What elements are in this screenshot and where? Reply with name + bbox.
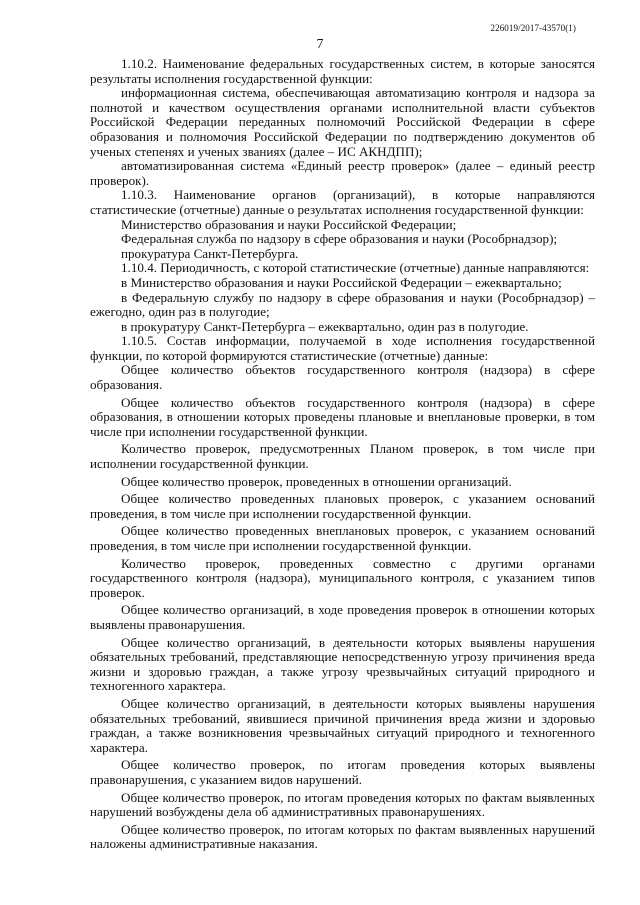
document-body xyxy=(90,57,595,852)
paragraph: Общее количество организаций, в деятельности которых выявлены нарушения обязательных требований, явившиеся причиной причинения вреда жизни и здоровью граждан, а также возникновения чрезвычайных ситуаций природного и техногенного характера. xyxy=(90,695,595,755)
paragraph: Количество проверок, проведенных совместно с другими органами государственного контроля (надзора), муниципального контроля, с указанием типов проверок. xyxy=(90,555,595,600)
document-id: 226019/2017-43570(1) xyxy=(490,23,576,33)
paragraph: Количество проверок, предусмотренных Планом проверок, в том числе при исполнении государственной функции. xyxy=(90,441,595,472)
paragraph: автоматизированная система «Единый реестр проверок» (далее – единый реестр проверок). xyxy=(90,158,595,188)
paragraph: 1.10.5. Состав информации, получаемой в ходе исполнения государственной функции, по которой формируются статистические (отчетные) данные: xyxy=(90,333,595,363)
paragraph: прокуратура Санкт-Петербурга. xyxy=(121,245,299,261)
paragraph: информационная система, обеспечивающая автоматизацию контроля и надзора за полнотой и качеством осуществления органами исполнительной власти субъектов Российской Федерации переданных полномочий Российской Федерации в сфере образования и полномочия Российской Федерации по подтверждению документов об ученых степенях и ученых званиях (далее – ИС АКНДПП); xyxy=(90,85,595,159)
paragraph: Министерство образования и науки Российской Федерации; xyxy=(121,216,457,232)
paragraph: 1.10.3. Наименование органов (организаций), в которые направляются статистические (отчетные) данные о результатах исполнения государственной функции: xyxy=(90,187,595,217)
paragraph: 1.10.2. Наименование федеральных государственных систем, в которые заносятся результаты исполнения государственной функции: xyxy=(90,56,595,86)
paragraph: в прокуратуру Санкт-Петербурга – ежеквартально, один раз в полугодие. xyxy=(121,318,529,334)
paragraph: Общее количество объектов государственного контроля (надзора) в сфере образования. xyxy=(90,362,595,393)
paragraph: Общее количество организаций, в ходе проведения проверок в отношении которых выявлены правонарушения. xyxy=(90,602,595,632)
paragraph: 1.10.4. Периодичность, с которой статистические (отчетные) данные направляются: xyxy=(121,260,590,276)
paragraph: Общее количество проверок, по итогам которых по фактам выявленных нарушений наложены административные наказания. xyxy=(90,821,595,852)
paragraph: Общее количество объектов государственного контроля (надзора) в сфере образования, в отношении которых проведены плановые и внеплановые проверки, в том числе при исполнении государственной функции. xyxy=(90,394,595,439)
paragraph: Общее количество проведенных плановых проверок, с указанием оснований проведения, в том числе при исполнении государственной функции. xyxy=(90,491,595,521)
page-number: 7 xyxy=(316,36,324,51)
paragraph: Общее количество организаций, в деятельности которых выявлены нарушения обязательных требований, представляющие непосредственную угрозу причинения вреда жизни и здоровью граждан, а также угрозу чрезвычайных ситуаций природного и техногенного характера. xyxy=(90,634,595,694)
paragraph: Общее количество проверок, по итогам проведения которых по фактам выявленных нарушений возбуждены дела об административных правонарушениях. xyxy=(90,789,595,820)
paragraph: Общее количество проверок, проведенных в отношении организаций. xyxy=(121,473,512,489)
paragraph: Федеральная служба по надзору в сфере образования и науки (Рособрнадзор); xyxy=(121,231,558,247)
paragraph: в Министерство образования и науки Российской Федерации – ежеквартально; xyxy=(121,274,562,290)
paragraph: Общее количество проведенных внеплановых проверок, с указанием оснований проведения, в том числе при исполнении государственной функции. xyxy=(90,523,595,553)
paragraph: Общее количество проверок, по итогам проведения которых выявлены правонарушения, с указанием видов нарушений. xyxy=(90,757,595,787)
paragraph: в Федеральную службу по надзору в сфере образования и науки (Рособрнадзор) – ежегодно, один раз в полугодие; xyxy=(90,289,595,320)
